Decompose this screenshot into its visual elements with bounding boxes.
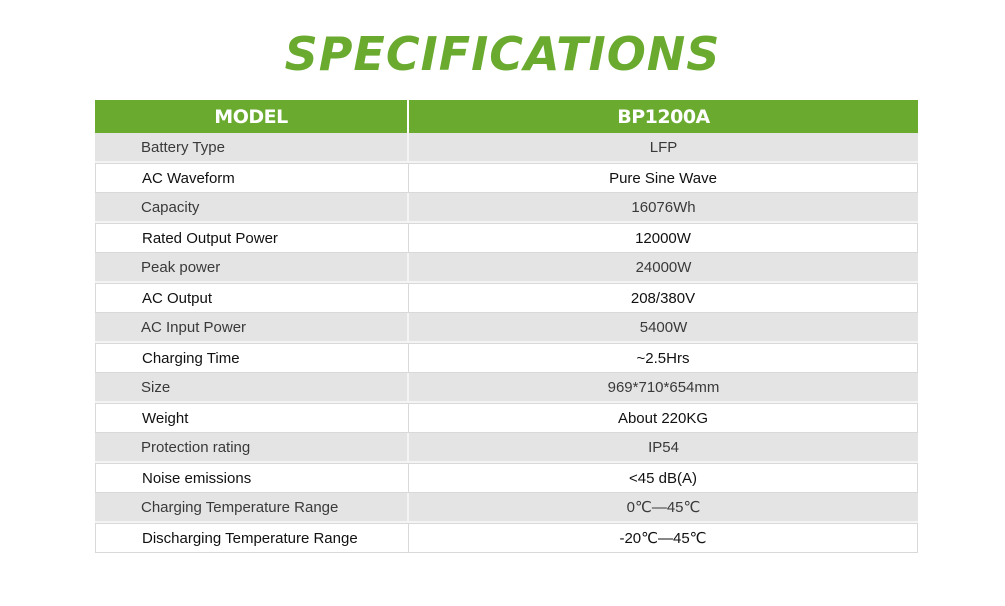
spec-value: 24000W: [409, 253, 918, 283]
spec-value: 208/380V: [409, 283, 918, 313]
spec-value: 0℃—45℃: [409, 493, 918, 523]
spec-value: Pure Sine Wave: [409, 163, 918, 193]
spec-label: Noise emissions: [95, 463, 409, 493]
table-row: [95, 313, 918, 343]
table-row: [95, 343, 918, 373]
spec-value: LFP: [409, 133, 918, 163]
spec-label: AC Output: [95, 283, 409, 313]
spec-label: AC Waveform: [95, 163, 409, 193]
spec-label: Weight: [95, 403, 409, 433]
spec-value: 12000W: [409, 223, 918, 253]
spec-label: Protection rating: [95, 433, 409, 463]
table-header-row: [95, 100, 918, 133]
spec-value: 5400W: [409, 313, 918, 343]
spec-label: Rated Output Power: [95, 223, 409, 253]
table-row: [95, 433, 918, 463]
spec-value: -20℃—45℃: [409, 523, 918, 553]
page-title: SPECIFICATIONS: [284, 27, 721, 81]
table-row: [95, 223, 918, 253]
model-header-label: MODEL: [95, 100, 409, 133]
table-row: [95, 133, 918, 163]
table-row: [95, 283, 918, 313]
spec-value: 969*710*654mm: [409, 373, 918, 403]
table-row: [95, 463, 918, 493]
spec-label: AC Input Power: [95, 313, 409, 343]
spec-label: Size: [95, 373, 409, 403]
table-row: [95, 253, 918, 283]
table-row: [95, 193, 918, 223]
spec-label: Discharging Temperature Range: [95, 523, 409, 553]
table-row: [95, 493, 918, 523]
spec-label: Charging Temperature Range: [95, 493, 409, 523]
spec-value: <45 dB(A): [409, 463, 918, 493]
spec-label: Charging Time: [95, 343, 409, 373]
spec-value: ~2.5Hrs: [409, 343, 918, 373]
specifications-table: [95, 100, 918, 553]
table-row: [95, 163, 918, 193]
spec-label: Peak power: [95, 253, 409, 283]
table-row: [95, 403, 918, 433]
table-row: [95, 373, 918, 403]
spec-label: Battery Type: [95, 133, 409, 163]
spec-label: Capacity: [95, 193, 409, 223]
model-header-value: BP1200A: [409, 100, 918, 133]
table-row: [95, 523, 918, 553]
spec-value: About 220KG: [409, 403, 918, 433]
spec-value: IP54: [409, 433, 918, 463]
spec-value: 16076Wh: [409, 193, 918, 223]
